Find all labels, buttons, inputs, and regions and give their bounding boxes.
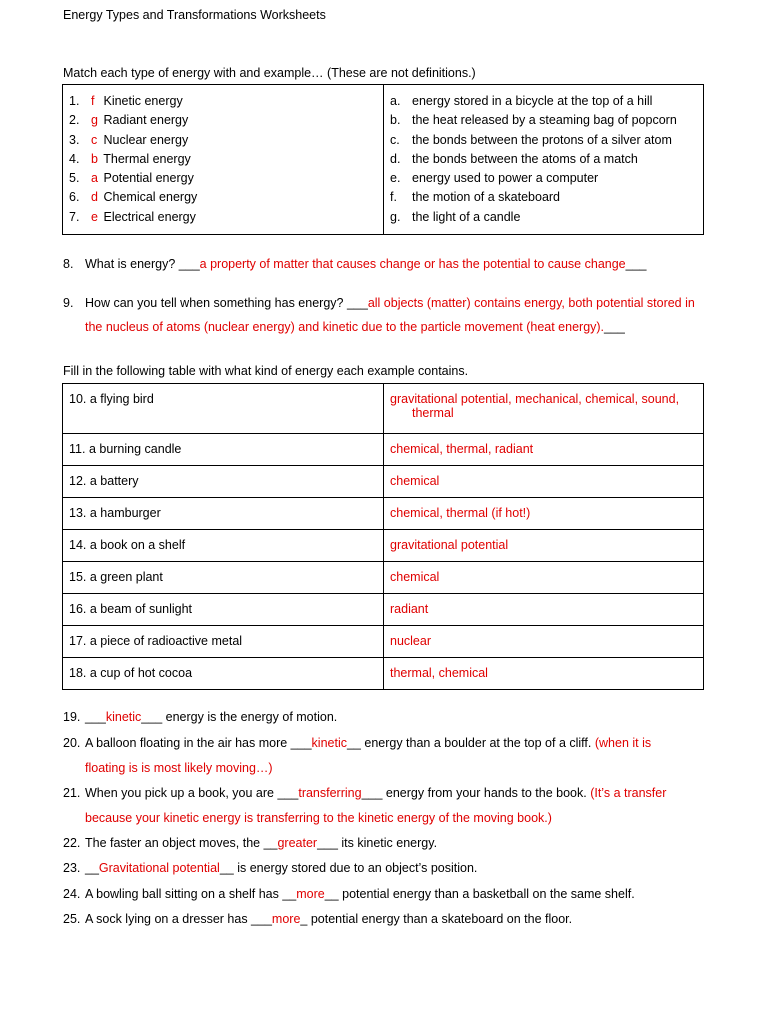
question-20 xyxy=(63,731,723,781)
question-number: 21. xyxy=(63,786,81,800)
answer-cell: nuclear xyxy=(384,626,704,658)
question-number: 9. xyxy=(63,296,74,310)
question-number: 23. xyxy=(63,861,81,875)
match-item xyxy=(69,111,377,130)
example-item xyxy=(390,188,697,207)
row-number: 12. xyxy=(69,474,87,488)
example-text: the light of a candle xyxy=(412,209,521,224)
table-row xyxy=(63,466,704,498)
example-cell xyxy=(63,562,384,594)
example-cell xyxy=(63,530,384,562)
example-text: the bonds between the protons of a silver atom xyxy=(412,132,672,147)
answer-cell: thermal, chemical xyxy=(384,658,704,690)
question-text: __ potential energy than a basketball on the same shelf. xyxy=(324,887,635,901)
match-item xyxy=(69,131,377,150)
example-label: a burning candle xyxy=(88,442,182,456)
example-letter: g. xyxy=(390,209,401,224)
energy-type-label: Thermal energy xyxy=(103,151,191,166)
table-row xyxy=(63,384,704,434)
item-number: 2. xyxy=(69,113,80,128)
energy-type-label: Electrical energy xyxy=(103,209,196,224)
example-item xyxy=(390,208,697,227)
table-row xyxy=(63,562,704,594)
matching-table-row xyxy=(63,85,704,235)
answer-text: kinetic xyxy=(105,710,142,724)
row-number: 18. xyxy=(69,666,87,680)
example-letter: b. xyxy=(390,113,401,128)
question-text: A balloon floating in the air has more ___ xyxy=(85,736,312,750)
blank: ___ xyxy=(625,257,647,271)
example-letter: d. xyxy=(390,151,401,166)
row-number: 15. xyxy=(69,570,87,584)
question-24 xyxy=(63,882,723,907)
answer-cell: radiant xyxy=(384,594,704,626)
energy-type-label: Kinetic energy xyxy=(103,94,183,108)
question-text: ___ energy from your hands to the book. xyxy=(361,786,587,800)
answer-text-continued: the nucleus of atoms (nuclear energy) and kinetic due to the particle movement (heat energy). xyxy=(85,320,605,334)
answer-letter: e xyxy=(91,209,98,224)
row-number: 17. xyxy=(69,634,87,648)
answer-letter: g xyxy=(91,113,98,128)
answer-text: transferring xyxy=(298,786,362,800)
answer-text: gravitational potential, mechanical, chemical, sound, xyxy=(390,392,680,406)
answer-cell: chemical, thermal, radiant xyxy=(384,434,704,466)
energy-examples-table xyxy=(62,383,704,690)
example-label: a cup of hot cocoa xyxy=(89,666,193,680)
question-text: When you pick up a book, you are ___ xyxy=(85,786,299,800)
answer-text: greater xyxy=(277,836,318,850)
item-number: 1. xyxy=(69,94,80,108)
question-text: ___ energy is the energy of motion. xyxy=(141,710,338,724)
answer-letter: a xyxy=(91,171,98,186)
table-row xyxy=(63,498,704,530)
answer-cell: chemical, thermal (if hot!) xyxy=(384,498,704,530)
example-text: the motion of a skateboard xyxy=(412,190,561,205)
item-number: 5. xyxy=(69,171,80,186)
match-item xyxy=(69,208,377,227)
examples-column xyxy=(384,85,704,235)
example-label: a battery xyxy=(89,474,139,488)
example-item xyxy=(390,131,697,150)
answer-letter: f xyxy=(91,94,95,108)
row-number: 13. xyxy=(69,506,87,520)
energy-type-label: Potential energy xyxy=(103,171,194,186)
question-text: ___ its kinetic energy. xyxy=(317,836,438,850)
answer-text: a property of matter that causes change or has the potential to cause change xyxy=(199,257,626,271)
question-text: How can you tell when something has energy? ___ xyxy=(85,296,368,310)
match-item xyxy=(69,188,377,207)
answer-cell xyxy=(384,384,704,434)
question-text: The faster an object moves, the __ xyxy=(85,836,278,850)
page-title: Energy Types and Transformations Worksheets xyxy=(63,8,326,22)
question-text: What is energy? ___ xyxy=(85,257,200,271)
answer-cell: chemical xyxy=(384,562,704,594)
answer-note-continued: because your kinetic energy is transferring to the kinetic energy of the moving book.) xyxy=(85,811,552,825)
answer-text: more xyxy=(271,912,301,926)
answer-cell: chemical xyxy=(384,466,704,498)
example-label: a flying bird xyxy=(89,392,154,406)
table-row xyxy=(63,594,704,626)
example-cell xyxy=(63,626,384,658)
example-item xyxy=(390,169,697,188)
example-item xyxy=(390,150,697,169)
question-number: 19. xyxy=(63,710,81,724)
question-number: 20. xyxy=(63,736,81,750)
example-label: a piece of radioactive metal xyxy=(89,634,243,648)
example-letter: e. xyxy=(390,171,401,186)
example-cell xyxy=(63,658,384,690)
answer-letter: c xyxy=(91,132,98,147)
question-number: 24. xyxy=(63,887,81,901)
item-number: 7. xyxy=(69,209,80,224)
question-text: A sock lying on a dresser has ___ xyxy=(85,912,272,926)
question-9 xyxy=(63,291,713,339)
example-text: energy used to power a computer xyxy=(412,171,599,186)
answer-text-continued: thermal xyxy=(412,406,454,420)
row-number: 10. xyxy=(69,392,87,406)
table-row xyxy=(63,626,704,658)
row-number: 11. xyxy=(69,442,86,456)
table-row xyxy=(63,658,704,690)
answer-text: kinetic xyxy=(311,736,347,750)
question-number: 8. xyxy=(63,257,74,271)
example-label: a hamburger xyxy=(89,506,161,520)
example-text: energy stored in a bicycle at the top of a hill xyxy=(412,94,653,108)
question-21 xyxy=(63,781,723,831)
answer-text: all objects (matter) contains energy, both potential stored in xyxy=(367,296,695,310)
example-cell xyxy=(63,384,384,434)
example-cell xyxy=(63,594,384,626)
example-cell xyxy=(63,498,384,530)
example-label: a beam of sunlight xyxy=(89,602,193,616)
example-item xyxy=(390,92,697,111)
answer-cell: gravitational potential xyxy=(384,530,704,562)
question-25 xyxy=(63,907,723,932)
answer-letter: b xyxy=(91,151,98,166)
example-cell xyxy=(63,434,384,466)
question-text: __ energy than a boulder at the top of a cliff. xyxy=(346,736,592,750)
item-number: 6. xyxy=(69,190,80,205)
energy-type-label: Nuclear energy xyxy=(103,132,189,147)
question-text: __ xyxy=(85,861,99,875)
matching-table xyxy=(62,84,704,235)
answer-note: (when it is xyxy=(594,736,652,750)
answer-note-continued: floating is is most likely moving…) xyxy=(85,761,273,775)
question-number: 22. xyxy=(63,836,81,850)
example-label: a book on a shelf xyxy=(89,538,186,552)
question-text: ___ xyxy=(85,710,106,724)
question-23 xyxy=(63,856,723,881)
example-letter: a. xyxy=(390,94,401,108)
question-8 xyxy=(63,252,713,276)
question-text: _ potential energy than a skateboard on the floor. xyxy=(300,912,573,926)
question-19 xyxy=(63,705,723,730)
answer-text: Gravitational potential xyxy=(98,861,220,875)
question-text: A bowling ball sitting on a shelf has __ xyxy=(85,887,297,901)
example-text: the bonds between the atoms of a match xyxy=(412,151,638,166)
question-number: 25. xyxy=(63,912,81,926)
example-letter: f. xyxy=(390,190,397,205)
blank: ___ xyxy=(604,320,625,334)
row-number: 16. xyxy=(69,602,87,616)
energy-type-label: Radiant energy xyxy=(103,113,189,128)
question-22 xyxy=(63,831,723,856)
question-text: __ is energy stored due to an object’s position. xyxy=(219,861,478,875)
item-number: 4. xyxy=(69,151,80,166)
example-cell xyxy=(63,466,384,498)
match-item xyxy=(69,150,377,169)
fill-instructions: Fill in the following table with what kind of energy each example contains. xyxy=(63,364,469,378)
example-text: the heat released by a steaming bag of popcorn xyxy=(412,113,677,128)
answer-letter: d xyxy=(91,190,98,205)
match-instructions: Match each type of energy with and example… (These are not definitions.) xyxy=(63,66,476,80)
energy-type-label: Chemical energy xyxy=(103,190,198,205)
table-row xyxy=(63,530,704,562)
match-item xyxy=(69,169,377,188)
row-number: 14. xyxy=(69,538,87,552)
energy-types-column xyxy=(63,85,384,235)
example-letter: c. xyxy=(390,132,400,147)
answer-text: more xyxy=(296,887,325,901)
table-row xyxy=(63,434,704,466)
match-item xyxy=(69,92,377,111)
example-item xyxy=(390,111,697,130)
answer-note: (It’s a transfer xyxy=(590,786,667,800)
example-label: a green plant xyxy=(89,570,163,584)
item-number: 3. xyxy=(69,132,80,147)
